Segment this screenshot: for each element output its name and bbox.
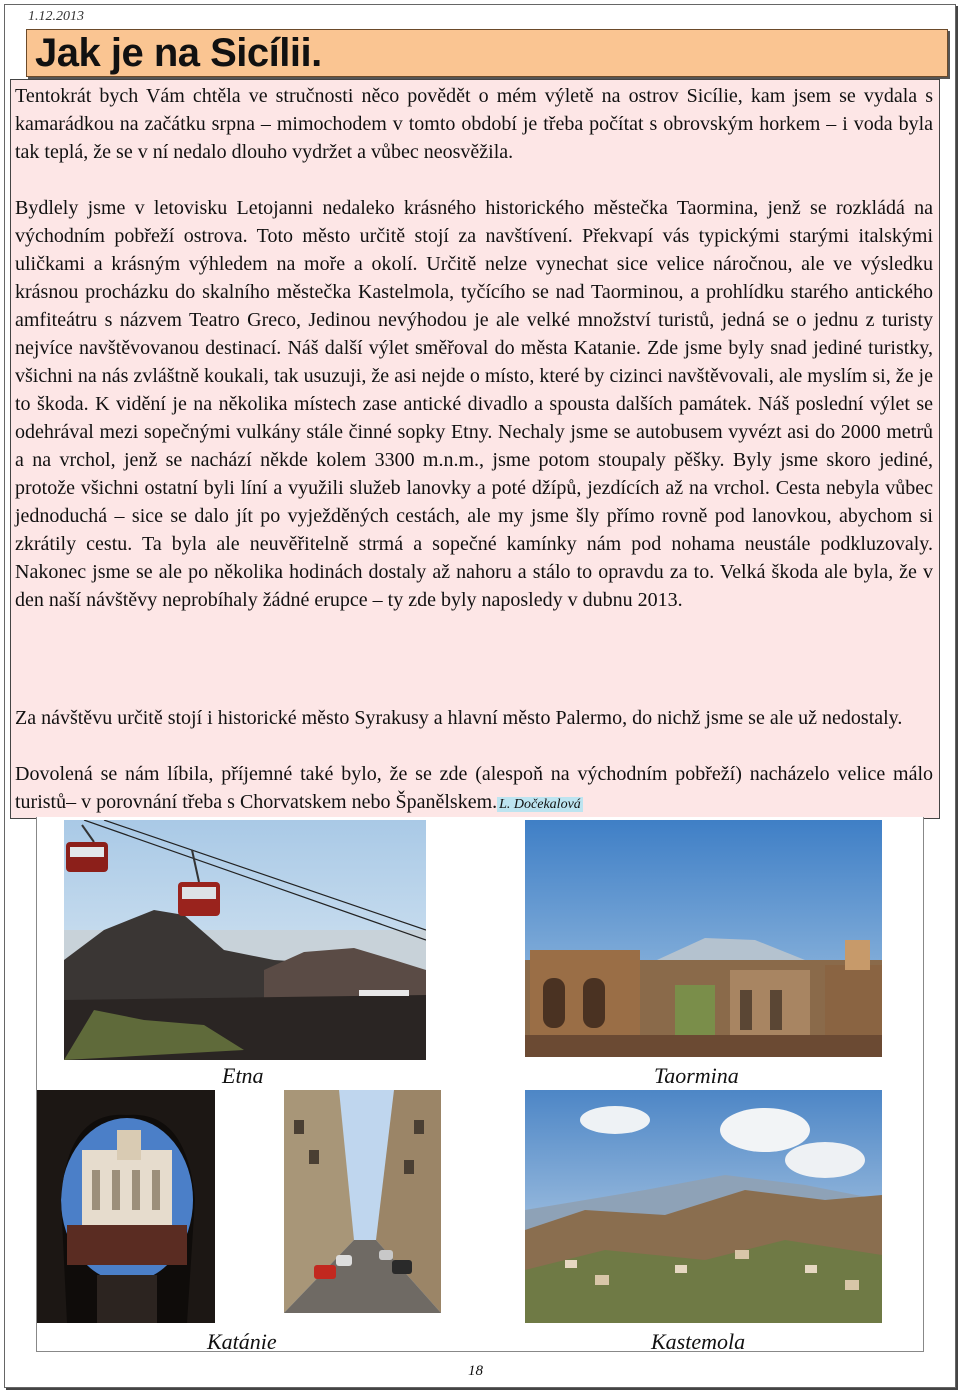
article-title: Jak je na Sicílii. [35,31,322,75]
author-signature: L. Dočekalová [499,797,581,812]
article-body [10,79,940,819]
kastemola-photo [525,1090,882,1323]
page-number: 18 [468,1363,483,1379]
caption-etna: Etna [222,1063,264,1088]
paragraph-intro: Tentokrát bych Vám chtěla ve stručnosti něco povědět o mém výletě na ostrov Sicílie, kam jsem se vydala s kamarádkou na začátku srpna – mimochodem v tomto období je třeba počítat s obrovským horkem – i voda byla tak teplá, že se v ní nedalo dlouho vydržet a vůbec neosvěžila. [15,85,933,163]
title-banner [26,29,948,77]
caption-taormina: Taormina [654,1063,739,1088]
paragraph-conclusion [15,760,933,819]
paragraph-syracuse: Za návštěvu určitě stojí i historické město Syrakusy a hlavní město Palermo, do nichž jsme se ale už nedostaly. [15,707,903,729]
conclusion-text: Dovolená se nám líbila, příjemné také bylo, že se zde (alespoň na východním pobřeží) nacházelo velice málo turistů– v porovnání třeba s Chorvatskem nebo Španělskem. [15,763,933,813]
katanie-arch-photo [37,1090,215,1323]
etna-photo [64,820,426,1060]
paragraph-trips: Bydlely jsme v letovisku Letojanni nedaleko krásného historického městečka Taormina, jenž se rozkládá na východním pobřeží ostrova. Toto město určitě stojí za navštívení. Překvapí vás typickými starými italskými uličkami a krásným výhledem na moře a okolí. Určitě nelze vynechat sice velice náročnou, ale ve výsledku krásnou procházku do skalního městečka Kastelmola, tyčícího se nad Taorminou, a prohlídku starého antického amfiteátru s názvem Teatro Greco, Jedinou nevýhodou je ale velké množství turistů, jedná se o jednu z turisty nejvíce navštěvovanou destinací. Náš další výlet směřoval do města Katanie. Zde jsme byly snad jediné turistky, všichni na nás zvláštně koukali, tak usuzuji, že asi nejde o místo, které by cizinci navštěvovali, ale myslím si, že je to škoda. K vidění je na několika místech zase antické divadlo a spousta dalších památek. Náš poslední výlet se odehrával mezi sopečnými vulkány stále činné sopky Etny. Nechaly jsme se autobusem vyvézt asi do 2000 metrů a na vrchol, jenž se nachází někde kolem 3300 m.n.m., jsme potom stoupaly pěšky. Byly jsme skoro jediné, protože všichni ostatní byli líní a využili služeb lanovky a poté džípů, jezdících až na vrchol. Cesta nebyla vůbec jednoduchá – sice se dalo jít po vyježděných cestách, ale my jsme šly přímo rovně pod lanovkou, abychom si zkrátily cestu. Ta byla ale neuvěřitelně strmá a sopečné kamínky nám pod nohama neustále podkluzovaly. Nakonec jsme se ale po několika hodinách dostaly až nahoru a stálo to opravdu za to. Velká škoda ale byla, že v den naší návštěvy neprobíhaly žádné erupce – ty zde byly naposledy v dubnu 2013. [15,197,933,611]
taormina-photo [525,820,882,1057]
caption-kastemola: Kastemola [651,1329,746,1354]
caption-katanie: Katánie [207,1329,277,1354]
katanie-street-photo [284,1090,441,1313]
issue-date: 1.12.2013 [28,9,84,24]
